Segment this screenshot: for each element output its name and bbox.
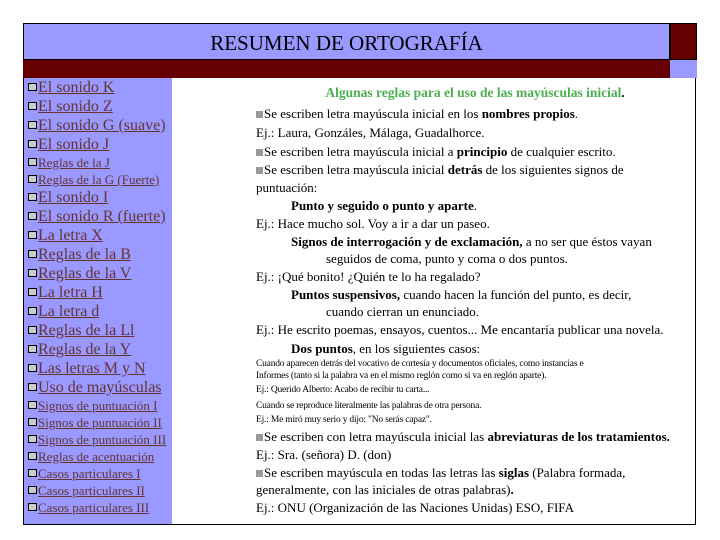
sidebar-link[interactable] bbox=[24, 378, 172, 397]
text-line: cuando cierran un enunciado. bbox=[326, 304, 480, 319]
bullet-icon bbox=[256, 434, 263, 441]
checkbox-bullet-icon bbox=[28, 212, 37, 220]
sidebar-link[interactable] bbox=[24, 171, 172, 188]
example-line: Ej.: ONU (Organización de las Naciones Unidas) ESO, FIFA bbox=[256, 500, 574, 515]
checkbox-bullet-icon bbox=[28, 231, 37, 239]
checkbox-bullet-icon bbox=[28, 345, 37, 353]
rule-line: Se escriben con letra mayúscula inicial las abreviaturas de los tratamientos. bbox=[256, 429, 670, 445]
sidebar-link[interactable] bbox=[24, 482, 172, 499]
bullet-icon bbox=[256, 167, 263, 174]
checkbox-bullet-icon bbox=[28, 307, 37, 315]
subrule-line: Signos de interrogación y de exclamación, a no ser que éstos vayan bbox=[291, 234, 652, 249]
sidebar-link[interactable] bbox=[24, 321, 172, 340]
sidebar-link-label: Casos particulares II bbox=[38, 483, 145, 498]
sidebar-link-label: Casos particulares I bbox=[38, 466, 141, 481]
sidebar-nav bbox=[24, 78, 172, 524]
sidebar-link[interactable] bbox=[24, 97, 172, 116]
text-line: Informes (tanto si la palabra va en el mismo reglón como si va en reglón aparte). bbox=[256, 371, 547, 381]
checkbox-bullet-icon bbox=[28, 486, 37, 494]
example-line: Ej.: Me miró muy serio y dijo: "No serás capaz". bbox=[256, 415, 432, 425]
checkbox-bullet-icon bbox=[28, 193, 37, 201]
sidebar-link-label: La letra d bbox=[38, 303, 100, 320]
example-line: Ej.: Sra. (señora) D. (don) bbox=[256, 447, 392, 462]
checkbox-bullet-icon bbox=[28, 140, 37, 148]
sidebar-link[interactable] bbox=[24, 397, 172, 414]
sidebar-link[interactable] bbox=[24, 431, 172, 448]
sidebar-link-label: Reglas de la G (Fuerte) bbox=[38, 172, 160, 187]
sidebar-link-label: El sonido R (fuerte) bbox=[38, 208, 166, 225]
sidebar-link-label: Signos de puntuación II bbox=[38, 415, 162, 430]
checkbox-bullet-icon bbox=[28, 269, 37, 277]
sidebar-link[interactable] bbox=[24, 448, 172, 465]
sidebar-link-label: Las letras M y N bbox=[38, 360, 146, 377]
checkbox-bullet-icon bbox=[28, 326, 37, 334]
example-line: Ej.: Laura, Gonzáles, Málaga, Guadalhorce. bbox=[256, 125, 485, 140]
sidebar-link-label: Casos particulares III bbox=[38, 500, 150, 515]
sidebar-link[interactable] bbox=[24, 359, 172, 378]
sidebar-link-label: Reglas de la V bbox=[38, 265, 132, 282]
sidebar-link-label: La letra X bbox=[38, 227, 103, 244]
sidebar-link[interactable] bbox=[24, 499, 172, 516]
sidebar-link-label: La letra H bbox=[38, 284, 103, 301]
sidebar-link[interactable] bbox=[24, 226, 172, 245]
sidebar-link-label: El sonido G (suave) bbox=[38, 117, 166, 134]
checkbox-bullet-icon bbox=[28, 383, 37, 391]
sidebar-link-label: Signos de puntuación III bbox=[38, 432, 167, 447]
corner-block-2 bbox=[670, 60, 697, 78]
corner-block bbox=[670, 23, 697, 60]
text-line: Cuando aparecen detrás del vocativo de cortesía y documentos oficiales, como instancias e bbox=[256, 359, 584, 369]
bullet-icon bbox=[256, 470, 263, 477]
page-title: RESUMEN DE ORTOGRAFÍA bbox=[23, 23, 670, 60]
subrule-line: Punto y seguido o punto y aparte. bbox=[291, 198, 477, 213]
checkbox-bullet-icon bbox=[28, 121, 37, 129]
sidebar-link[interactable] bbox=[24, 283, 172, 302]
sidebar-link-label: Reglas de la J bbox=[38, 155, 110, 170]
section-heading: Algunas reglas para el uso de las mayúsculas inicial. bbox=[325, 85, 625, 100]
sidebar-link[interactable] bbox=[24, 264, 172, 283]
sidebar-link-label: El sonido Z bbox=[38, 98, 113, 115]
sidebar-link[interactable] bbox=[24, 154, 172, 171]
checkbox-bullet-icon bbox=[28, 250, 37, 258]
checkbox-bullet-icon bbox=[28, 435, 37, 443]
subrule-line: Dos puntos, en los siguientes casos: bbox=[291, 341, 481, 356]
sidebar-link-label: El sonido J bbox=[38, 136, 110, 153]
rule-line: Se escriben mayúscula en todas las letras las siglas (Palabra formada, bbox=[256, 465, 625, 481]
sidebar-link-label: Reglas de la Y bbox=[38, 341, 132, 358]
sidebar-link[interactable] bbox=[24, 245, 172, 264]
example-line: Ej.: Querido Alberto: Acabo de recibir tu carta... bbox=[256, 385, 430, 395]
text-line: Cuando se reproduce literalmente las palabras de otra persona. bbox=[256, 401, 482, 411]
checkbox-bullet-icon bbox=[28, 418, 37, 426]
header-bar bbox=[23, 60, 670, 78]
checkbox-bullet-icon bbox=[28, 469, 37, 477]
rule-line: Se escriben letra mayúscula inicial a principio de cualquier escrito. bbox=[256, 144, 616, 160]
checkbox-bullet-icon bbox=[28, 83, 37, 91]
sidebar-link[interactable] bbox=[24, 188, 172, 207]
example-line: Ej.: Hace mucho sol. Voy a ir a dar un paseo. bbox=[256, 216, 490, 231]
example-line: Ej.: ¡Qué bonito! ¿Quién te lo ha regalado? bbox=[256, 269, 481, 284]
sidebar-link[interactable] bbox=[24, 465, 172, 482]
subrule-line: Puntos suspensivos, cuando hacen la función del punto, es decir, bbox=[291, 287, 632, 302]
sidebar-link-label: Signos de puntuación I bbox=[38, 398, 158, 413]
checkbox-bullet-icon bbox=[28, 175, 37, 183]
text-line: generalmente, con las iniciales de otras palabras). bbox=[256, 482, 514, 497]
sidebar-link-label: Reglas de acentuación bbox=[38, 449, 155, 464]
sidebar-link[interactable] bbox=[24, 135, 172, 154]
bullet-icon bbox=[256, 111, 263, 118]
bullet-icon bbox=[256, 149, 263, 156]
checkbox-bullet-icon bbox=[28, 288, 37, 296]
checkbox-bullet-icon bbox=[28, 364, 37, 372]
sidebar-link-label: Reglas de la B bbox=[38, 246, 131, 263]
text-line: seguidos de coma, punto y coma o dos puntos. bbox=[326, 251, 568, 266]
rule-line: Se escriben letra mayúscula inicial detrás de los siguientes signos de bbox=[256, 162, 624, 178]
sidebar-link-label: El sonido I bbox=[38, 189, 109, 206]
sidebar-link-label: Reglas de la Ll bbox=[38, 322, 135, 339]
sidebar-link[interactable] bbox=[24, 116, 172, 135]
checkbox-bullet-icon bbox=[28, 401, 37, 409]
example-line: Ej.: He escrito poemas, ensayos, cuentos... Me encantaría publicar una novela. bbox=[256, 322, 664, 337]
text-line: puntuación: bbox=[256, 180, 318, 195]
sidebar-link-label: Uso de mayúsculas bbox=[38, 379, 162, 396]
checkbox-bullet-icon bbox=[28, 503, 37, 511]
rule-line: Se escriben letra mayúscula inicial en los nombres propios. bbox=[256, 106, 578, 122]
sidebar-link[interactable] bbox=[24, 78, 172, 97]
sidebar-link[interactable] bbox=[24, 340, 172, 359]
sidebar-link[interactable] bbox=[24, 414, 172, 431]
sidebar-link-label: El sonido K bbox=[38, 79, 115, 96]
checkbox-bullet-icon bbox=[28, 158, 37, 166]
sidebar-link[interactable] bbox=[24, 207, 172, 226]
checkbox-bullet-icon bbox=[28, 102, 37, 110]
sidebar-link[interactable] bbox=[24, 302, 172, 321]
checkbox-bullet-icon bbox=[28, 452, 37, 460]
